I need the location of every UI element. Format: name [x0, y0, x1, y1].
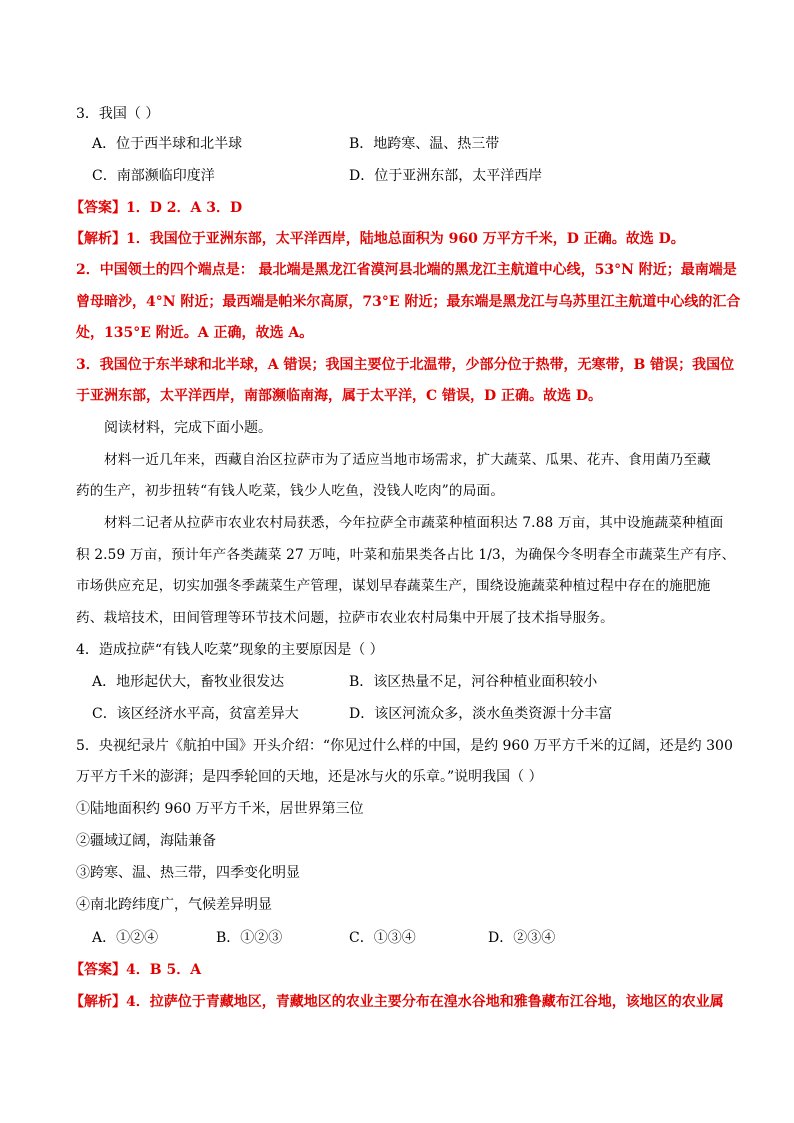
q5-option-d: D．②③④ — [488, 930, 556, 946]
q4-option-a: A．地形起伏大，畜牧业很发达 — [92, 674, 285, 690]
answer-text: 4．B 5．A — [126, 962, 202, 978]
analysis-line-1 — [70, 229, 685, 249]
answer-block-1 — [70, 198, 242, 218]
q4-option-c: C．该区经济水平高，贫富差异大 — [92, 706, 299, 722]
material-2-line-4: 药、栽培技术，田间管理等环节技术问题，拉萨市农业农村局集中开展了技术指导服务。 — [76, 610, 614, 626]
question-4-stem: 4．造成拉萨“有钱人吃菜”现象的主要原因是（ ） — [76, 642, 384, 658]
q5-statement-2: ②疆域辽阔，海陆兼备 — [76, 833, 216, 849]
analysis-line-5: 3．我国位于东半球和北半球，A 错误；我国主要位于北温带，少部分位于热带，无寒带，B 错误；我国位 — [76, 357, 735, 373]
analysis-line-4: 处，135°E 附近。A 正确，故选 A。 — [76, 325, 314, 341]
analysis-line-6: 于亚洲东部，太平洋西岸，南部濒临南海，属于太平洋，C 错误，D 正确。故选 D。 — [76, 388, 603, 404]
question-5-line-1: 5．央视纪录片《航拍中国》开头介绍：“你见过什么样的中国，是约 960 万平方千米的辽阔，还是约 300 — [76, 738, 733, 754]
analysis-tag: 【解析】 — [70, 231, 126, 247]
q5-statement-4: ④南北跨纬度广，气候差异明显 — [76, 897, 272, 913]
q4-option-d: D．该区河流众多，淡水鱼类资源十分丰富 — [349, 706, 613, 722]
q5-statement-1: ①陆地面积约 960 万平方千米，居世界第三位 — [76, 801, 364, 817]
q3-option-c: C．南部濒临印度洋 — [92, 168, 215, 184]
material-2-line-2: 积 2.59 万亩，预计年产各类蔬菜 27 万吨，叶菜和茄果类各占比 1/3，为确保今冬明春全市蔬菜生产有序、 — [76, 547, 736, 563]
analysis-text: 1．我国位于亚洲东部，太平洋西岸，陆地总面积为 960 万平方千米，D 正确。故选 D。 — [126, 231, 685, 247]
analysis-tag: 【解析】 — [70, 994, 126, 1010]
answer-tag: 【答案】 — [70, 962, 126, 978]
question-5-line-2: 万平方千米的澎湃；是四季轮回的天地，还是冰与火的乐章。”说明我国（ ） — [76, 769, 543, 785]
q5-option-b: B．①②③ — [216, 930, 283, 946]
q4-option-b: B．该区热量不足，河谷种植业面积较小 — [349, 674, 598, 690]
q5-option-c: C．①③④ — [349, 930, 416, 946]
answer-tag: 【答案】 — [70, 200, 126, 216]
material-1-line-2: 药的生产，初步扭转“有钱人吃菜，钱少人吃鱼，没钱人吃肉”的局面。 — [76, 483, 505, 499]
analysis-block-2 — [70, 992, 724, 1012]
analysis-text: 4．拉萨位于青藏地区，青藏地区的农业主要分布在湟水谷地和雅鲁藏布江谷地，该地区的农业属 — [126, 994, 724, 1010]
reading-intro: 阅读材料，完成下面小题。 — [104, 420, 272, 436]
q5-option-a: A．①②④ — [92, 930, 159, 946]
analysis-line-2: 2．中国领土的四个端点是： 最北端是黑龙江省漠河县北端的黑龙江主航道中心线，53°N 附近；最南端是 — [76, 262, 737, 278]
q5-statement-3: ③跨寒、温、热三带，四季变化明显 — [76, 865, 300, 881]
material-1-line-1: 材料一近几年来，西藏自治区拉萨市为了适应当地市场需求，扩大蔬菜、瓜果、花卉、食用菌乃至藏 — [104, 452, 711, 468]
material-2-line-3: 市场供应充足，切实加强冬季蔬菜生产管理，谋划早春蔬菜生产，围绕设施蔬菜种植过程中存在的施肥施 — [76, 578, 711, 594]
material-2-line-1: 材料二记者从拉萨市农业农村局获悉，今年拉萨全市蔬菜种植面积达 7.88 万亩，其中设施蔬菜种植面 — [104, 515, 724, 531]
q3-option-a: A．位于西半球和北半球 — [92, 136, 243, 152]
q3-option-b: B．地跨寒、温、热三带 — [349, 136, 500, 152]
analysis-line-3: 曾母暗沙，4°N 附近；最西端是帕米尔高原，73°E 附近；最东端是黑龙江与乌苏里江主航道中心线的汇合 — [76, 294, 741, 310]
q3-option-d: D．位于亚洲东部，太平洋西岸 — [349, 168, 543, 184]
answer-text: 1．D 2．A 3．D — [126, 200, 243, 216]
question-3-stem: 3．我国（ ） — [76, 106, 160, 122]
answer-block-2 — [70, 960, 201, 980]
